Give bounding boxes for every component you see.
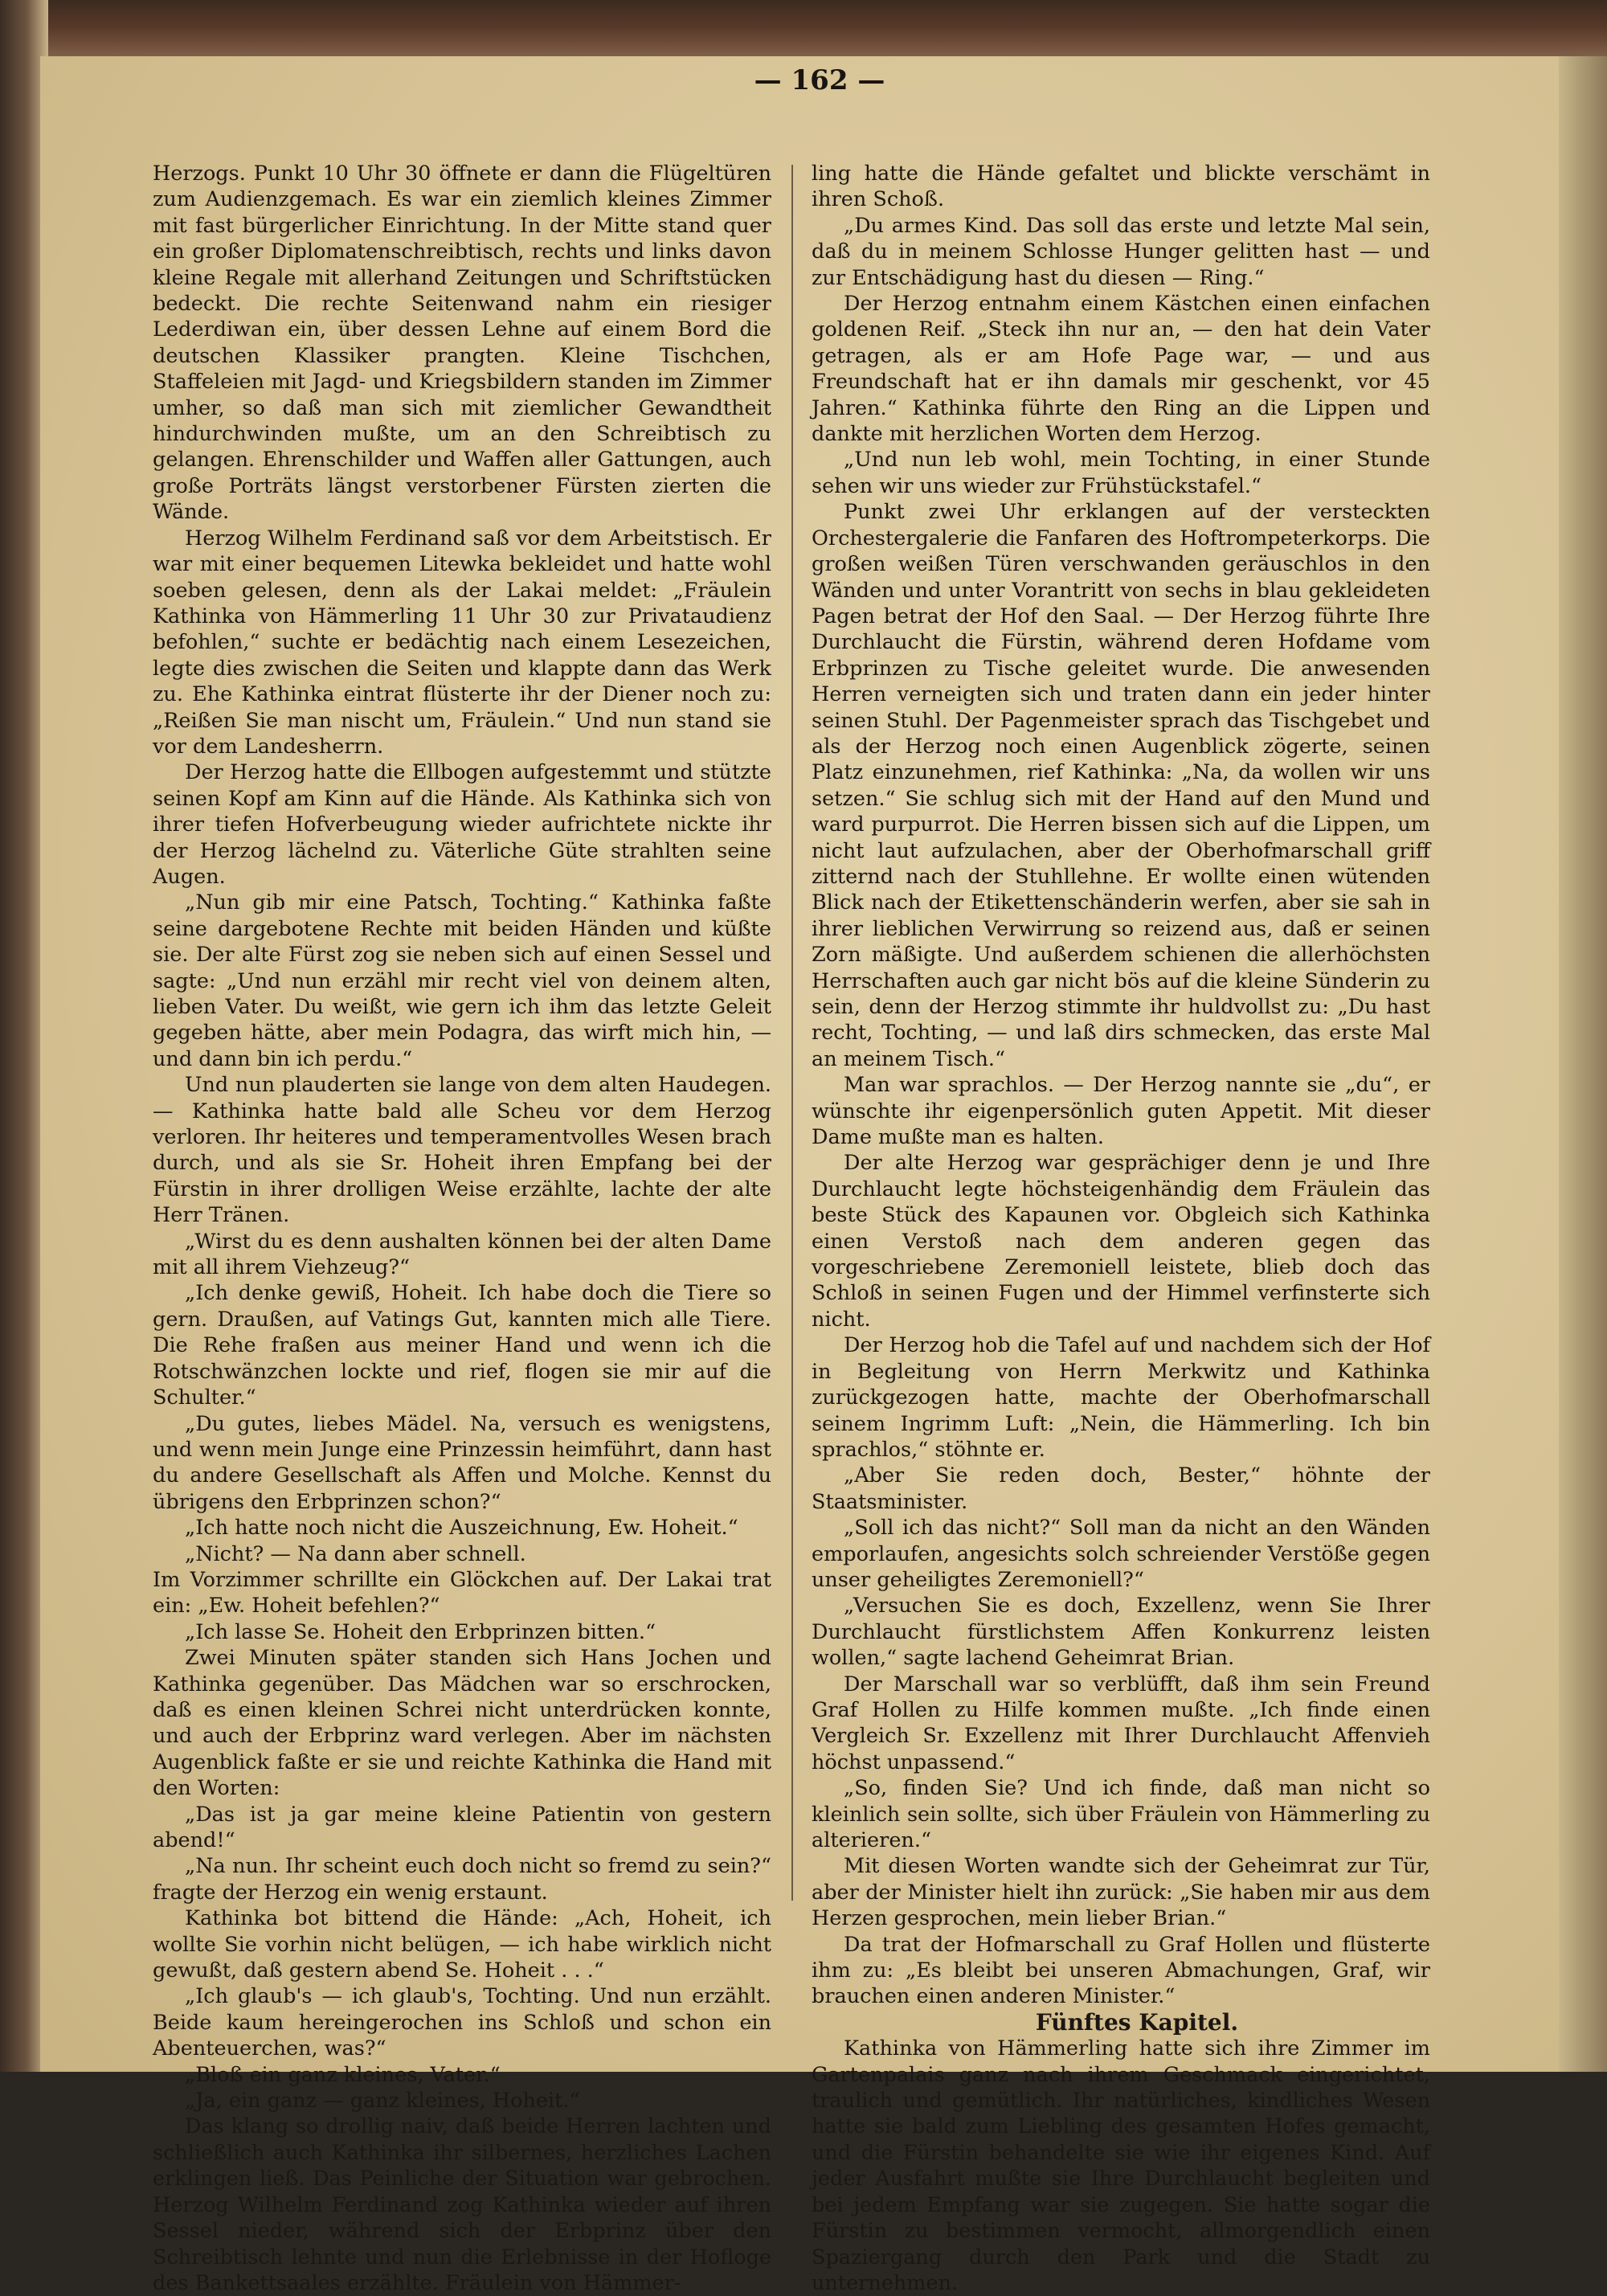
page-edge-right: [1559, 56, 1607, 2072]
paragraph: „Ich lasse Se. Hoheit den Erbprinzen bitten.“: [185, 1619, 656, 1644]
paragraph: Der Herzog hatte die Ellbogen aufgestemmt und stützte seinen Kopf am Kinn auf die Hände. Als Kathinka sich von ihrer tiefen Hofverbeugung wieder aufrichtete nickte ihr der Herzog lächelnd zu. Väterliche Güte strahlten seine Augen.: [153, 760, 771, 889]
text-column-left: [153, 161, 771, 2296]
paragraph: Mit diesen Worten wandte sich der Geheimrat zur Tür, aber der Minister hielt ihn zurück: „Sie haben mir aus dem Herzen gesprochen, mein lieber Brian.“: [812, 1854, 1430, 1931]
paragraph: „So, finden Sie? Und ich finde, daß man nicht so kleinlich sein sollte, sich über Fräulein von Hämmerling zu alterieren.“: [812, 1776, 1430, 1852]
paragraph: „Nicht? — Na dann aber schnell.: [185, 1541, 526, 1566]
paragraph: „Ich denke gewiß, Hoheit. Ich habe doch die Tiere so gern. Draußen, auf Vatings Gut, kannten mich alle Tiere. Die Rehe fraßen aus meiner Hand und wenn ich die Rotschwänzchen lockte und rief, flogen sie mir auf die Schulter.“: [153, 1281, 771, 1410]
paragraph: „Bloß ein ganz kleines, Vater.“: [185, 2062, 501, 2087]
paragraph: „Versuchen Sie es doch, Exzellenz, wenn Sie Ihrer Durchlaucht fürstlichstem Affen Konkurrenz leisten wollen,“ sagte lachend Geheimrat Brian.: [812, 1594, 1430, 1671]
paragraph: „Du gutes, liebes Mädel. Na, versuch es wenigstens, und wenn mein Junge eine Prinzessin heimführt, dann hast du andere Gesellschaft als Affen und Molche. Kennst du übrigens den Erbprinzen schon?“: [153, 1411, 771, 1514]
paragraph: Kathinka bot bittend die Hände: „Ach, Hoheit, ich wollte Sie vorhin nicht belügen, — ich habe wirklich nicht gewußt, daß gestern abend Se. Hoheit . . .“: [153, 1906, 771, 1983]
paragraph: „Und nun leb wohl, mein Tochting, in einer Stunde sehen wir uns wieder zur Frühstückstafel.“: [812, 448, 1430, 498]
paragraph: Zwei Minuten später standen sich Hans Jochen und Kathinka gegenüber. Das Mädchen war so erschrocken, daß es einen kleinen Schrei nicht unterdrücken konnte, und auch der Erbprinz ward verlegen. Aber im nächsten Augenblick faßte er sie und reichte Kathinka die Hand mit den Worten:: [153, 1646, 771, 1801]
page-number: — 162 —: [754, 64, 885, 96]
paragraph: Der alte Herzog war gesprächiger denn je und Ihre Durchlaucht legte höchsteigenhändig dem Fräulein das beste Stück des Kapaunen vor. Obgleich sich Kathinka einen Verstoß nach dem anderen gegen das vorgeschriebene Zeremoniell leistete, blieb doch das Schloß in seinen Fugen und der Himmel verfinsterte sich nicht.: [812, 1151, 1430, 1332]
paragraph: Herzog Wilhelm Ferdinand saß vor dem Arbeitstisch. Er war mit einer bequemen Litewka bekleidet und hatte wohl soeben gelesen, denn als der Lakai meldet: „Fräulein Kathinka von Hämmerling 11 Uhr 30 zur Privataudienz befohlen,“ suchte er bedächtig nach einem Lesezeichen, legte dies zwischen die Seiten und klappte dann das Werk zu. Ehe Kathinka eintrat flüsterte ihr der Diener noch zu: „Reißen Sie man nischt um, Fräulein.“ Und nun stand sie vor dem Landesherrn.: [153, 526, 771, 759]
book-top-edge: [0, 0, 1607, 64]
paragraph: „Nun gib mir eine Patsch, Tochting.“ Kathinka faßte seine dargebotene Rechte mit beiden Händen und küßte sie. Der alte Fürst zog sie neben sich auf einen Sessel und sagte: „Und nun erzähl mir recht viel von deinem alten, lieben Vater. Du weißt, wie gern ich ihm das letzte Geleit gegeben hätte, aber mein Podagra, das wirft mich hin, — und dann bin ich perdu.“: [153, 890, 771, 1071]
paragraph: Und nun plauderten sie lange von dem alten Haudegen. — Kathinka hatte bald alle Scheu vor dem Herzog verloren. Ihr heiteres und temperamentvolles Wesen brach durch, und als sie Sr. Hoheit ihren Empfang bei der Fürstin in ihrer drolligen Weise erzählte, lachte der alte Herr Tränen.: [153, 1073, 771, 1228]
paragraph: Das klang so drollig naiv, daß beide Herren lachten und schließlich auch Kathinka ihr silbernes, herzliches Lachen erklingen ließ. Das Peinliche der Situation war gebrochen. Herzog Wilhelm Ferdinand zog Kathinka wieder auf ihren Sessel nieder, während sich der Erbprinz über den Schreibtisch lehnte und nun die Erlebnisse in der Hofloge des Bankettsaales erzählte. Fräulein von Hämmer-: [153, 2114, 771, 2295]
paragraph: Der Herzog hob die Tafel auf und nachdem sich der Hof in Begleitung von Herrn Merkwitz und Kathinka zurückgezogen hatte, machte der Oberhofmarschall seinem Ingrimm Luft: „Nein, die Hämmerling. Ich bin sprachlos,“ stöhnte er.: [812, 1333, 1430, 1462]
paragraph: Der Herzog entnahm einem Kästchen einen einfachen goldenen Reif. „Steck ihn nur an, — den hat dein Vater getragen, als er am Hofe Page war, — und aus Freundschaft hat er ihn damals mir geschenkt, vor 45 Jahren.“ Kathinka führte den Ring an die Lippen und dankte mit herzlichen Worten dem Herzog.: [812, 292, 1430, 447]
paragraph: „Na nun. Ihr scheint euch doch nicht so fremd zu sein?“ fragte der Herzog ein wenig erstaunt.: [153, 1854, 771, 1905]
paragraph: „Ja, ein ganz — ganz kleines, Hoheit.“: [185, 2089, 580, 2114]
paragraph: Man war sprachlos. — Der Herzog nannte sie „du“, er wünschte ihr eigenpersönlich guten Appetit. Mit dieser Dame mußte man es halten.: [812, 1073, 1430, 1150]
paragraph: Punkt zwei Uhr erklangen auf der versteckten Orchestergalerie die Fanfaren des Hoftrompeterkorps. Die großen weißen Türen verschwanden geräuschlos in den Wänden und unter Vorantritt von sechs in blau gekleideten Pagen betrat der Hof den Saal. — Der Herzog führte Ihre Durchlaucht die Fürstin, während deren Hofdame vom Erbprinzen zu Tische geleitet wurde. Die anwesenden Herren verneigten sich und traten dann ein jeder hinter seinen Stuhl. Der Pagenmeister sprach das Tischgebet und als der Herzog noch einen Augenblick zögerte, seinen Platz einzunehmen, rief Kathinka: „Na, da wollen wir uns setzen.“ Sie schlug sich mit der Hand auf den Mund und ward purpurrot. Die Herren bissen sich auf die Lippen, um nicht laut aufzulachen, aber der Oberhofmarschall griff zitternd nach der Stuhllehne. Er wollte einen wütenden Blick nach der Etikettenschänderin werfen, aber sie sah in ihrer lieblichen Verwirrung so reizend aus, daß er seinen Zorn mäßigte. Und außerdem schienen die allerhöchsten Herrschaften auch gar nicht bös auf die kleine Sünderin zu sein, denn der Herzog stimmte ihr huldvollst zu: „Du hast recht, Tochting, — und laß dirs schmecken, das erste Mal an meinem Tisch.“: [812, 500, 1430, 1071]
paragraph: „Ich glaub's — ich glaub's, Tochting. Und nun erzählt. Beide kaum hereingerochen ins Schloß und schon ein Abenteuerchen, was?“: [153, 1984, 771, 2061]
paragraph: „Du armes Kind. Das soll das erste und letzte Mal sein, daß du in meinem Schlosse Hunger gelitten hast — und zur Entschädigung hast du diesen — Ring.“: [812, 213, 1430, 290]
paragraph: „Ich hatte noch nicht die Auszeichnung, Ew. Hoheit.“: [185, 1516, 738, 1541]
paragraph: Kathinka von Hämmerling hatte sich ihre Zimmer im Gartenpalais ganz nach ihrem Geschmack eingerichtet, traulich und gemütlich. Ihr natürliches, kindliches Wesen hatte sie bald zum Liebling des gesamten Hofes gemacht, und die Fürstin behandelte sie wie ihr eigenes Kind. Auf jeder Ausfahrt mußte sie Ihre Durchlaucht begleiten und bei jedem Empfang war sie zugegen. Sie hatte sogar die Fürstin zu bestimmen vermocht, allmorgendlich einen Spaziergang durch den Park und die Stadt zu unternehmen.: [812, 2036, 1430, 2295]
paragraph: „Wirst du es denn aushalten können bei der alten Dame mit all ihrem Viehzeug?“: [153, 1229, 771, 1280]
column-rule: [791, 165, 793, 1901]
paragraph: Herzogs. Punkt 10 Uhr 30 öffnete er dann die Flügeltüren zum Audienzgemach. Es war ein ziemlich kleines Zimmer mit fast bürgerlicher Einrichtung. In der Mitte stand quer ein großer Diplomatenschreibtisch, rechts und links davon kleine Regale mit allerhand Zeitungen und Schriftstücken bedeckt. Die rechte Seitenwand nahm ein riesiger Lederdiwan ein, über dessen Lehne auf einem Bord die deutschen Klassiker prangten. Kleine Tischchen, Staffeleien mit Jagd- und Kriegsbildern standen im Zimmer umher, so daß man sich mit ziemlicher Gewandtheit hindurchwinden mußte, um an den Schreibtisch zu gelangen. Ehrenschilder und Waffen aller Gattungen, auch große Porträts längst verstorbener Fürsten zierten die Wände.: [153, 162, 771, 525]
paragraph: „Soll ich das nicht?“ Soll man da nicht an den Wänden emporlaufen, angesichts solch schreiender Verstöße gegen unser geheiligtes Zeremoniell?“: [812, 1516, 1430, 1592]
paragraph: Da trat der Hofmarschall zu Graf Hollen und flüsterte ihm zu: „Es bleibt bei unseren Abmachungen, Graf, wir brauchen einen anderen Minister.“: [812, 1932, 1430, 2009]
paragraph: Im Vorzimmer schrillte ein Glöckchen auf. Der Lakai trat ein: „Ew. Hoheit befehlen?“: [153, 1567, 771, 1619]
paragraph: „Das ist ja gar meine kleine Patientin von gestern abend!“: [153, 1802, 771, 1852]
chapter-heading: Fünftes Kapitel.: [1035, 2008, 1239, 2036]
text-column-right: [812, 161, 1430, 2296]
paragraph: „Aber Sie reden doch, Bester,“ höhnte der Staatsminister.: [812, 1463, 1430, 1514]
paragraph: ling hatte die Hände gefaltet und blickte verschämt in ihren Schoß.: [812, 162, 1430, 212]
paragraph: Der Marschall war so verblüfft, daß ihm sein Freund Graf Hollen zu Hilfe kommen mußte. „Ich finde einen Vergleich Sr. Exzellenz mit Ihrer Durchlaucht Affenvieh höchst unpassend.“: [812, 1672, 1430, 1774]
